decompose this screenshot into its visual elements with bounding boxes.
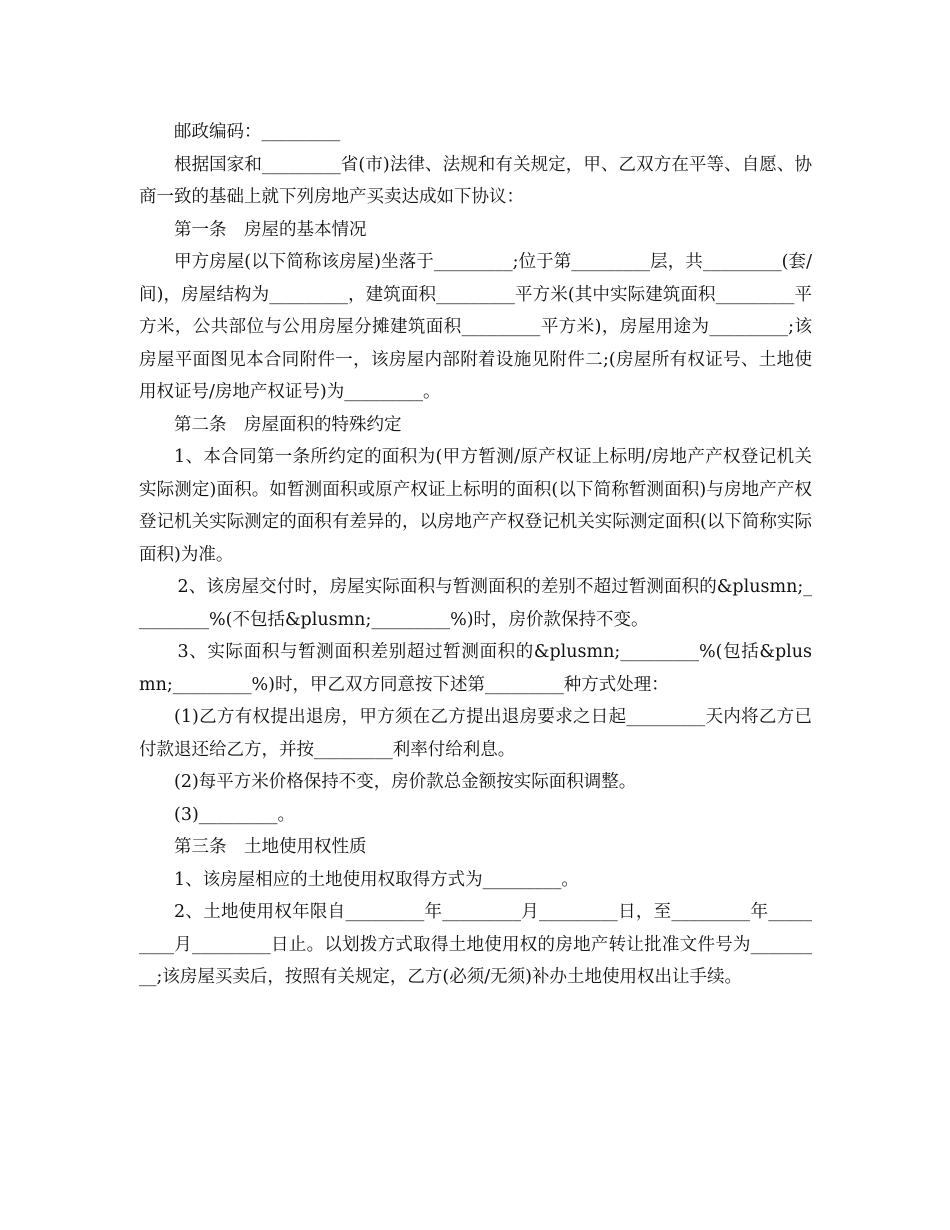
article-2-heading: 第二条 房屋面积的特殊约定 (174, 414, 402, 435)
article-3-clause-2: 2、土地使用权年限自_________年_________月_________日，至_________年_________月_________日止。以划拨方式取得土地使用权的房地产转让批准文件号为_________;该房屋买卖后，按照有关规定，乙方(必须/无须)补办土地使用权出让手续。 (139, 902, 812, 987)
article-2-clause-3: 3、实际面积与暂测面积差别超过暂测面积的&plusmn;_________%(包括&plusmn;_________%)时，甲乙双方同意按下述第_________种方式处理： (139, 642, 812, 695)
article-2-clause-2: 2、该房屋交付时，房屋实际面积与暂测面积的差别不超过暂测面积的&plusmn;_________%(不包括&plusmn;_________%)时，房价款保持不变。 (139, 577, 812, 630)
article-2-option-2: (2)每平方米价格保持不变，房价款总金额按实际面积调整。 (174, 772, 637, 792)
article-2-clause-1: 1、本合同第一条所约定的面积为(甲方暂测/原产权证上标明/房地产产权登记机关实际测定)面积。如暂测面积或原产权证上标明的面积(以下简称暂测面积)与房地产产权登记机关实际测定的面积有差异的，以房地产产权登记机关实际测定面积(以下简称实际面积)为准。 (139, 447, 812, 565)
preamble-paragraph: 根据国家和_________省(市)法律、法规和有关规定，甲、乙双方在平等、自愿、协商一致的基础上就下列房地产买卖达成如下协议： (139, 154, 812, 207)
article-1-heading: 第一条 房屋的基本情况 (174, 219, 367, 240)
article-3-heading: 第三条 土地使用权性质 (174, 837, 367, 857)
article-2-option-1: (1)乙方有权提出退房，甲方须在乙方提出退房要求之日起_________天内将乙方已付款退还给乙方，并按_________利率付给利息。 (139, 707, 812, 760)
article-1-body: 甲方房屋(以下简称该房屋)坐落于_________;位于第_________层，共_________(套/间)，房屋结构为_________，建筑面积_________平方米(其中实际建筑面积_________平方米，公共部位与公用房屋分摊建筑面积_________平方米)，房屋用途为_________;该房屋平面图见本合同附件一，该房屋内部附着设施见附件二;(房屋所有权证号、土地使用权证号/房地产权证号)为_________。 (139, 252, 812, 402)
article-2-option-3: (3)_________。 (174, 804, 296, 825)
postal-code-line: 邮政编码：_________ (174, 122, 341, 142)
contract-page (139, 116, 812, 994)
article-3-clause-1: 1、该房屋相应的土地使用权取得方式为_________。 (174, 869, 579, 890)
